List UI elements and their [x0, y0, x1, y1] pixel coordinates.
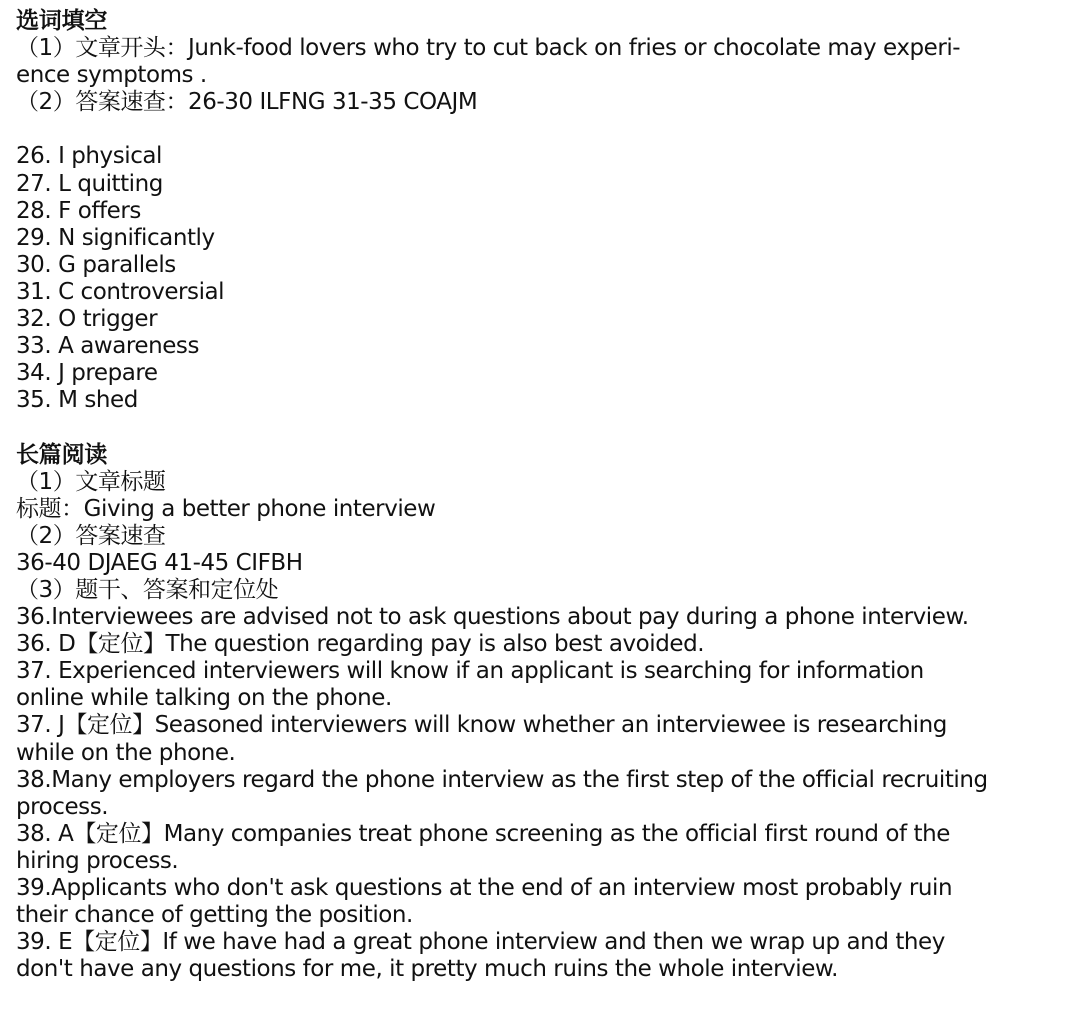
document-page [16, 8, 1066, 983]
spacer [16, 116, 1066, 143]
question-line: 37. Experienced interviewers will know if an applicant is searching for information [16, 658, 924, 685]
question-line: 39.Applicants who don't ask questions at the end of an interview most probably ruin [16, 875, 953, 901]
answer-summary: （2）答案速查：26-30 ILFNG 31-35 COAJM [16, 89, 478, 116]
answer-summary: 36-40 DJAEG 41-45 CIFBH [16, 549, 303, 576]
section-heading-long-reading: 长篇阅读 [16, 441, 108, 468]
location-line: 39. E【定位】If we have had a great phone interview and then we wrap up and they [16, 929, 945, 956]
answer-item: 33. A awareness [16, 333, 199, 360]
question-line: 36.Interviewees are advised not to ask questions about pay during a phone interview. [16, 604, 969, 631]
answer-item: 32. O trigger [16, 306, 158, 333]
question-line: 38.Many employers regard the phone interview as the first step of the official recruiting [16, 766, 988, 793]
location-line: don't have any questions for me, it pretty much ruins the whole interview. [16, 956, 839, 983]
spacer [16, 414, 1066, 441]
location-line: while on the phone. [16, 739, 236, 766]
answer-item: 35. M shed [16, 387, 138, 414]
answer-item: 30. G parallels [16, 251, 176, 278]
subsection-article-title: （1）文章标题 [16, 468, 166, 495]
article-opening: （1）文章开头：Junk-food lovers who try to cut back on fries or chocolate may experi- [16, 35, 961, 62]
location-line: hiring process. [16, 847, 179, 874]
answer-item: 29. N significantly [16, 224, 215, 251]
subsection-answer-summary: （2）答案速查 [16, 522, 166, 549]
question-line: their chance of getting the position. [16, 902, 413, 929]
section-heading-word-fill: 选词填空 [16, 8, 108, 34]
question-line: online while talking on the phone. [16, 685, 392, 712]
answer-item: 28. F offers [16, 197, 141, 224]
question-line: process. [16, 793, 109, 820]
answer-item: 31. C controversial [16, 278, 225, 305]
location-line: 36. D【定位】The question regarding pay is also best avoided. [16, 631, 705, 658]
article-opening-continued: ence symptoms . [16, 62, 207, 89]
answer-item: 27. L quitting [16, 170, 163, 197]
answer-item: 34. J prepare [16, 360, 158, 387]
subsection-question-locations: （3）题干、答案和定位处 [16, 576, 279, 603]
answer-item: 26. I physical [16, 143, 162, 170]
location-line: 37. J【定位】Seasoned interviewers will know whether an interviewee is researching [16, 712, 947, 739]
location-line: 38. A【定位】Many companies treat phone screening as the official first round of the [16, 820, 950, 847]
article-title: 标题：Giving a better phone interview [16, 495, 436, 522]
